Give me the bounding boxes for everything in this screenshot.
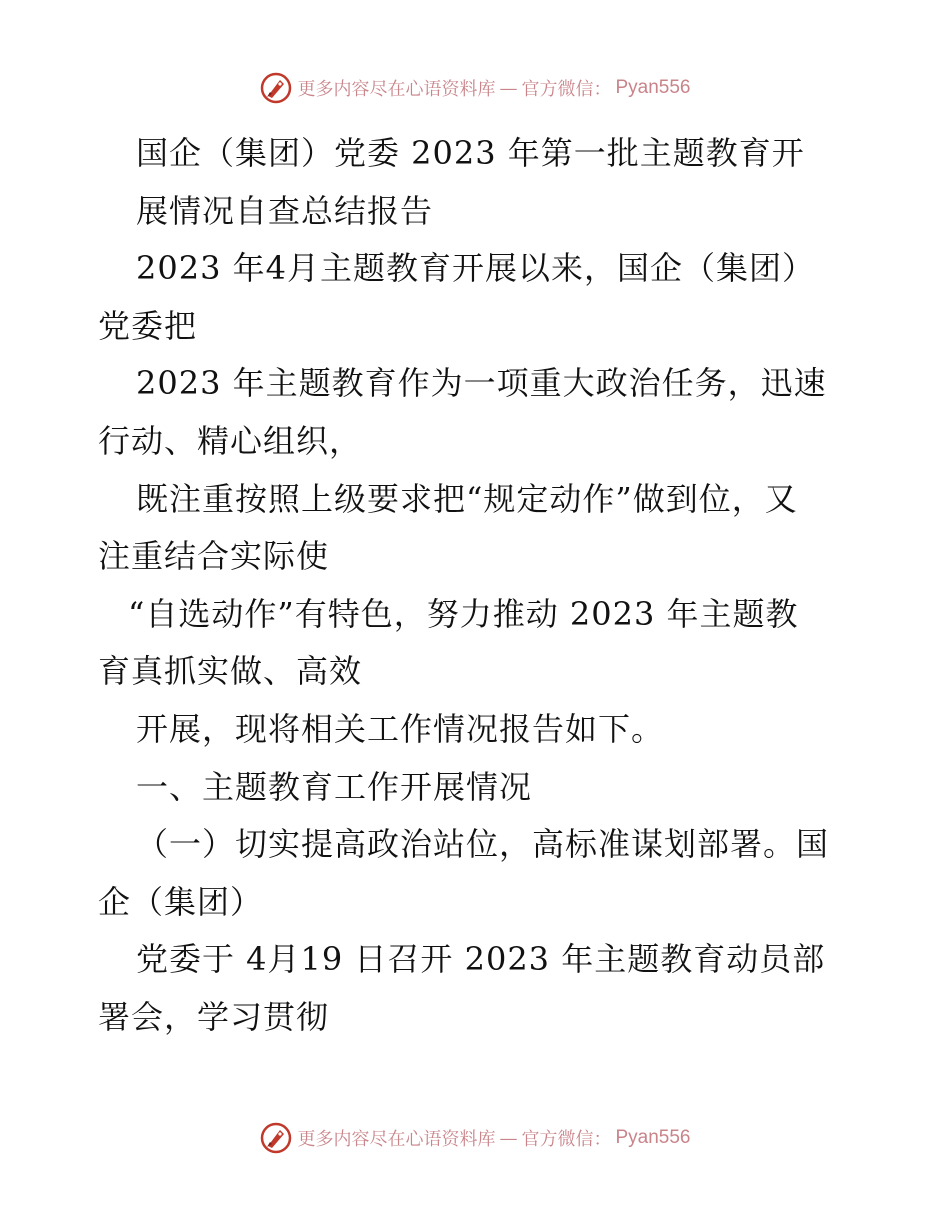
document-title-line-2: 展情况自查总结报告 [136,191,434,230]
watermark-label: 官方微信： [521,1129,612,1150]
watermark-text: 更多内容尽在心语资料库 [297,1129,496,1150]
footer-watermark [0,1118,950,1158]
section-heading: 一、主题教育工作开展情况 [136,767,533,806]
watermark-label: 官方微信： [521,79,612,100]
paragraph-line: 既注重按照上级要求把“规定动作”做到位，又 [136,479,798,518]
paragraph-line: 署会，学习贯彻 [98,997,330,1036]
document-body [98,125,858,1047]
paragraph-line: 育真抓实做、高效 [98,652,363,691]
paragraph-line: 注重结合实际使 [98,537,330,576]
pen-nib-logo-icon [259,71,293,105]
paragraph-line: 开展，现将相关工作情况报告如下。 [136,709,665,748]
watermark-group [259,1121,690,1155]
watermark-dash: — [499,1127,518,1149]
paragraph-line: 行动、精心组织， [98,421,363,460]
watermark-group [259,71,690,105]
header-watermark [0,68,950,108]
paragraph-line: 党委把 [98,306,198,345]
document-title-line-1: 国企（集团）党委 2023 年第一批主题教育开 [136,134,805,172]
paragraph-line: 党委于 4月19 日召开 2023 年主题教育动员部 [136,940,826,979]
paragraph-line: 2023 年主题教育作为一项重大政治任务，迅速 [136,364,827,403]
pen-nib-logo-icon [259,1121,293,1155]
subsection-heading: （一）切实提高政治站位，高标准谋划部署。国 [136,825,830,864]
watermark-dash: — [499,77,518,99]
paragraph-line: “自选动作”有特色，努力推动 2023 年主题教 [128,594,799,633]
watermark-text: 更多内容尽在心语资料库 [297,79,496,100]
watermark-id: Pyan556 [615,1127,691,1148]
paragraph-line: 2023 年4月主题教育开展以来，国企（集团） [136,249,815,288]
watermark-id: Pyan556 [615,77,691,98]
paragraph-line: 企（集团） [98,882,264,921]
